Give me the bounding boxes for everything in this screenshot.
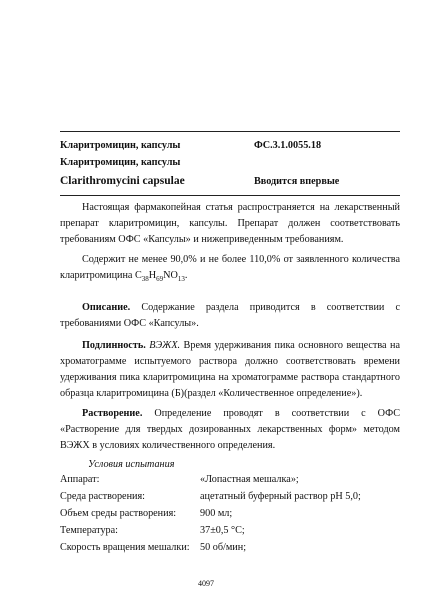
formula-h: H [148,270,157,281]
formula-c-index: 38 [141,275,149,284]
formula-n: N [163,270,171,281]
dissolution-paragraph [60,406,400,454]
content-paragraph: Содержит не менее 90,0% и не более 110,0% от заявленного количества кларитромицина $C_{38}H_{69}NO_{13}$. [60,254,400,284]
condition-value: 37±0,5 °С; [200,525,245,536]
dissolution-text: Определение проводят в соответствии с ОФС «Растворение для твердых дозированных лекарственных форм» методом ВЭЖХ в условиях количественного определения. [60,408,400,451]
condition-label: Объем среды растворения: [60,508,177,519]
condition-value: 900 мл; [200,508,233,519]
identity-text: Время удерживания пика основного вещества на хроматограмме испытуемого раствора должно соответствовать времени удерживания пика кларитромицина на хроматограмме раствора стандартного образца кларитромицина (Б)(раздел «Количественное определение»). [60,340,400,399]
condition-value: «Лопастная мешалка»; [200,474,299,485]
status-note: Вводится впервые [254,176,340,187]
identity-heading: Подлинность. [82,340,146,351]
identity-method: ВЭЖХ. [145,340,181,351]
conditions-heading: Условия испытания [88,459,175,470]
description-paragraph [60,300,400,332]
formula-o-index: 13 [177,275,185,284]
header-top-rule [60,131,400,132]
content-text: Содержит не менее 90,0% и не более 110,0% от заявленного количества кларитромицина C [60,254,400,281]
formula-o: O [170,270,178,281]
formula-h-index: 69 [156,275,164,284]
title-ru-2: Кларитромицин, капсулы [60,157,181,168]
condition-value: ацетатный буферный раствор рН 5,0; [200,491,361,502]
condition-value: 50 об/мин; [200,542,247,553]
description-heading: Описание. [82,302,131,313]
description-text: Содержание раздела приводится в соответствии с требованиями ОФС «Капсулы». [60,302,400,329]
dissolution-heading: Растворение. [82,408,143,419]
monograph-code: ФС.3.1.0055.18 [254,140,322,151]
condition-label: Среда растворения: [60,491,145,502]
identity-paragraph [60,338,400,402]
condition-label: Аппарат: [60,474,100,485]
header-bottom-rule [60,195,400,196]
title-ru-1: Кларитромицин, капсулы [60,140,181,151]
page-number: 4097 [198,579,214,588]
condition-label: Температура: [60,525,118,536]
title-latin: Clarithromycini capsulae [60,175,185,187]
condition-label: Скорость вращения мешалки: [60,542,190,553]
intro-paragraph: Настоящая фармакопейная статья распространяется на лекарственный препарат кларитромицин, капсулы. Препарат должен соответствовать требованиям ОФС «Капсулы» и нижеприведенным требованиям. [60,202,400,245]
